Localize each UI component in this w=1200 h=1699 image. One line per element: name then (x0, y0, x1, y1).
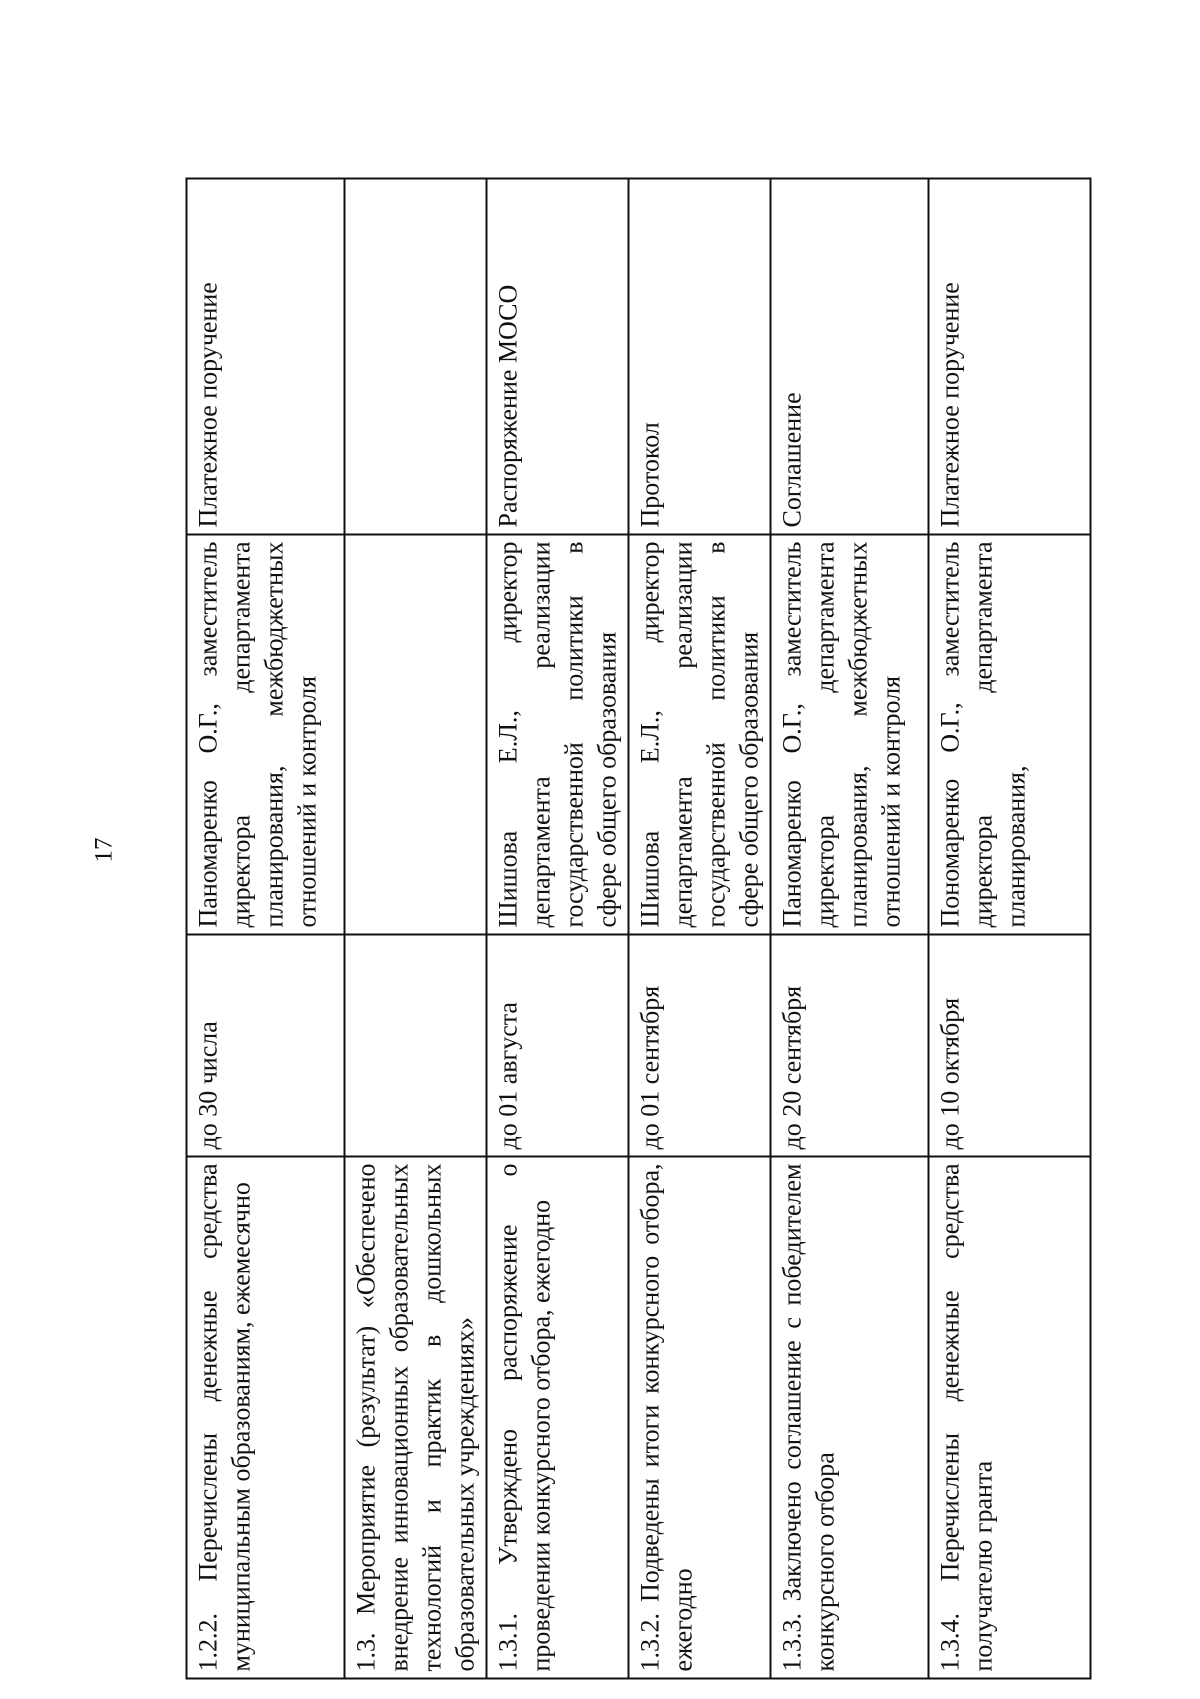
deadline-cell: до 01 августа (486, 934, 628, 1156)
responsible-cell: Пономаренко О.Г., заместитель директора департамента планирования, (928, 534, 1090, 934)
deadline-cell: до 30 числа (186, 934, 344, 1156)
document-cell: Платежное поручение (186, 178, 344, 534)
deadline-cell: до 01 сентября (628, 934, 770, 1156)
document-cell (344, 178, 486, 534)
table-row (770, 178, 928, 1678)
measure-cell: 1.3.1. Утверждено распоряжение о проведении конкурсного отбора, ежегодно (486, 1156, 628, 1678)
table-row (486, 178, 628, 1678)
measure-cell: 1.3.3. Заключено соглашение с победителем конкурсного отбора (770, 1156, 928, 1678)
table-row (344, 178, 486, 1678)
responsible-cell: Шишова Е.Л., директор департамента реализации государственной политики в сфере общего образования (628, 534, 770, 934)
table-row (628, 178, 770, 1678)
table-row (186, 178, 344, 1678)
measure-cell: 1.2.2. Перечислены денежные средства муниципальным образованиям, ежемесячно (186, 1156, 344, 1678)
page-number: 17 (90, 837, 117, 862)
measure-cell: 1.3.4. Перечислены денежные средства получателю гранта (928, 1156, 1090, 1678)
measure-cell: 1.3.2. Подведены итоги конкурсного отбора, ежегодно (628, 1156, 770, 1678)
responsible-cell: Шишова Е.Л., директор департамента реализации государственной политики в сфере общего образования (486, 534, 628, 934)
measure-cell: 1.3. Мероприятие (результат) «Обеспечено внедрение инновационных образовательных технологий и практик в дошкольных образовательных учреждениях» (344, 1156, 486, 1678)
document-cell: Соглашение (770, 178, 928, 534)
table-row (928, 178, 1090, 1678)
document-cell: Протокол (628, 178, 770, 534)
responsible-cell (344, 534, 486, 934)
deadline-cell (344, 934, 486, 1156)
plan-table (185, 177, 1091, 1679)
deadline-cell: до 20 сентября (770, 934, 928, 1156)
document-cell: Распоряжение МОСО (486, 178, 628, 534)
document-cell: Платежное поручение (928, 178, 1090, 534)
responsible-cell: Паномаренко О.Г., заместитель директора департамента планирования, межбюджетных отношений и контроля (770, 534, 928, 934)
responsible-cell: Паномаренко О.Г., заместитель директора департамента планирования, межбюджетных отношений и контроля (186, 534, 344, 934)
deadline-cell: до 10 октября (928, 934, 1090, 1156)
